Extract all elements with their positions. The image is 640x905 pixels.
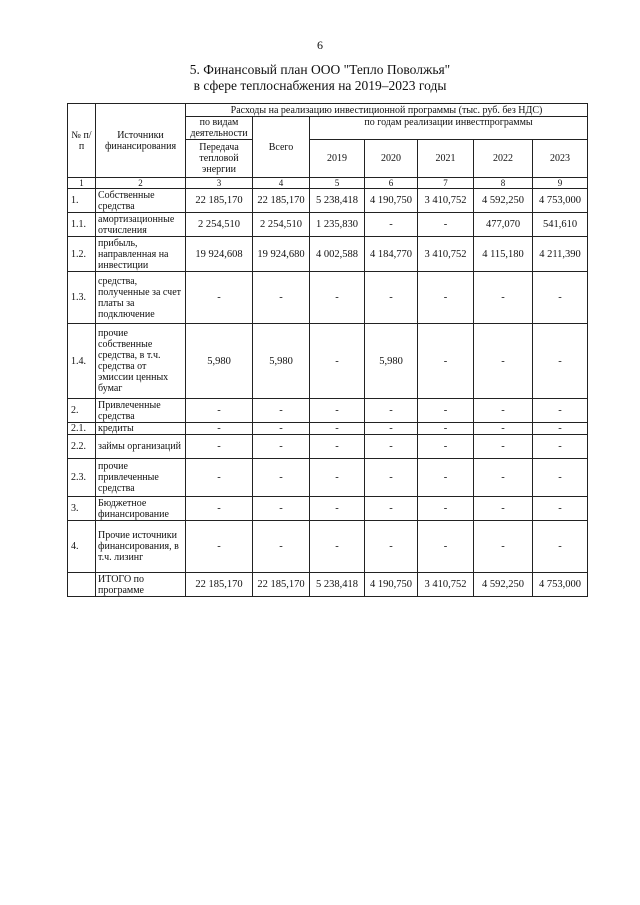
cell-2023: 4 211,390 [533, 237, 588, 272]
col-number: 1 [68, 178, 96, 189]
cell-2021: - [418, 459, 474, 497]
cell-2022: - [474, 435, 533, 459]
header-by-years: по годам реализации инвестпрограммы [310, 117, 588, 140]
document-title [0, 62, 640, 94]
cell-2019: - [310, 272, 365, 324]
cell-2022: - [474, 497, 533, 521]
cell-heat: - [186, 459, 253, 497]
cell-total: 5,980 [253, 324, 310, 399]
cell-2021: - [418, 324, 474, 399]
row-no [68, 573, 96, 597]
cell-total: - [253, 399, 310, 423]
cell-2020: 4 184,770 [365, 237, 418, 272]
cell-2020: - [365, 423, 418, 435]
cell-2019: - [310, 399, 365, 423]
cell-heat: - [186, 521, 253, 573]
header-year-2022: 2022 [474, 140, 533, 178]
cell-total: - [253, 521, 310, 573]
row-no: 2.1. [68, 423, 96, 435]
cell-2022: - [474, 399, 533, 423]
row-no: 3. [68, 497, 96, 521]
cell-2023: 541,610 [533, 213, 588, 237]
cell-heat: - [186, 497, 253, 521]
table-row [68, 324, 588, 399]
header-by-activity: по видам деятельности [186, 117, 253, 140]
cell-2021: 3 410,752 [418, 237, 474, 272]
row-no: 2.2. [68, 435, 96, 459]
cell-2023: 4 753,000 [533, 573, 588, 597]
cell-2023: - [533, 521, 588, 573]
cell-total: - [253, 423, 310, 435]
col-number: 2 [96, 178, 186, 189]
cell-2023: - [533, 324, 588, 399]
cell-2023: - [533, 399, 588, 423]
row-source: прибыль, направленная на инвестиции [96, 237, 186, 272]
cell-2022: 4 592,250 [474, 189, 533, 213]
table-row [68, 521, 588, 573]
cell-total: 2 254,510 [253, 213, 310, 237]
row-no: 2.3. [68, 459, 96, 497]
cell-heat: - [186, 272, 253, 324]
row-source: займы организаций [96, 435, 186, 459]
cell-2022: - [474, 459, 533, 497]
cell-heat: 22 185,170 [186, 189, 253, 213]
cell-2019: - [310, 423, 365, 435]
cell-2019: 1 235,830 [310, 213, 365, 237]
table-row [68, 497, 588, 521]
table-row [68, 213, 588, 237]
cell-2019: 5 238,418 [310, 189, 365, 213]
cell-2021: - [418, 521, 474, 573]
cell-2020: - [365, 435, 418, 459]
header-year-2021: 2021 [418, 140, 474, 178]
table-row [68, 189, 588, 213]
cell-2023: 4 753,000 [533, 189, 588, 213]
cell-heat: 5,980 [186, 324, 253, 399]
row-source: средства, полученные за счет платы за подключение [96, 272, 186, 324]
row-no: 1.3. [68, 272, 96, 324]
cell-2022: 477,070 [474, 213, 533, 237]
cell-2021: - [418, 213, 474, 237]
cell-2022: - [474, 272, 533, 324]
row-no: 1. [68, 189, 96, 213]
header-total: Всего [253, 117, 310, 178]
cell-total: 19 924,680 [253, 237, 310, 272]
cell-2019: 4 002,588 [310, 237, 365, 272]
title-line-1: 5. Финансовый план ООО "Тепло Поволжья" [189, 62, 451, 77]
cell-2021: - [418, 497, 474, 521]
cell-2022: 4 115,180 [474, 237, 533, 272]
cell-2019: - [310, 435, 365, 459]
row-source: Собственные средства [96, 189, 186, 213]
row-source: прочие привлеченные средства [96, 459, 186, 497]
col-number: 7 [418, 178, 474, 189]
table-row [68, 423, 588, 435]
col-number: 8 [474, 178, 533, 189]
header-year-2023: 2023 [533, 140, 588, 178]
row-no: 2. [68, 399, 96, 423]
cell-total: 22 185,170 [253, 573, 310, 597]
cell-2019: - [310, 324, 365, 399]
cell-heat: - [186, 423, 253, 435]
cell-total: - [253, 459, 310, 497]
cell-2022: - [474, 324, 533, 399]
row-source: прочие собственные средства, в т.ч. средства от эмиссии ценных бумаг [96, 324, 186, 399]
row-source: кредиты [96, 423, 186, 435]
cell-2021: 3 410,752 [418, 573, 474, 597]
cell-total: - [253, 497, 310, 521]
cell-total: - [253, 435, 310, 459]
col-number: 3 [186, 178, 253, 189]
cell-2021: - [418, 399, 474, 423]
cell-2020: - [365, 272, 418, 324]
cell-2022: - [474, 521, 533, 573]
col-number: 4 [253, 178, 310, 189]
cell-2023: - [533, 272, 588, 324]
table-row [68, 459, 588, 497]
cell-heat: - [186, 435, 253, 459]
cell-2019: 5 238,418 [310, 573, 365, 597]
cell-2019: - [310, 497, 365, 521]
cell-heat: 22 185,170 [186, 573, 253, 597]
cell-2020: - [365, 459, 418, 497]
col-number: 9 [533, 178, 588, 189]
header-year-2020: 2020 [365, 140, 418, 178]
row-no: 1.4. [68, 324, 96, 399]
table-row-total [68, 573, 588, 597]
row-source: Бюджетное финансирование [96, 497, 186, 521]
header-no: № п/п [68, 104, 96, 178]
cell-2020: - [365, 213, 418, 237]
cell-2019: - [310, 459, 365, 497]
cell-2023: - [533, 435, 588, 459]
cell-2020: - [365, 399, 418, 423]
cell-2022: 4 592,250 [474, 573, 533, 597]
cell-2020: 4 190,750 [365, 573, 418, 597]
header-sources: Источники финансирования [96, 104, 186, 178]
row-source: амортизационные отчисления [96, 213, 186, 237]
cell-2022: - [474, 423, 533, 435]
cell-2020: - [365, 497, 418, 521]
cell-total: 22 185,170 [253, 189, 310, 213]
table-row [68, 272, 588, 324]
cell-2023: - [533, 459, 588, 497]
cell-2021: 3 410,752 [418, 189, 474, 213]
cell-2023: - [533, 423, 588, 435]
cell-2021: - [418, 423, 474, 435]
row-source: ИТОГО по программе [96, 573, 186, 597]
cell-heat: 2 254,510 [186, 213, 253, 237]
page-number: 6 [317, 38, 323, 52]
cell-2019: - [310, 521, 365, 573]
col-number: 6 [365, 178, 418, 189]
cell-2020: 4 190,750 [365, 189, 418, 213]
cell-2023: - [533, 497, 588, 521]
row-no: 4. [68, 521, 96, 573]
table-row [68, 237, 588, 272]
row-source: Прочие источники финансирования, в т.ч. лизинг [96, 521, 186, 573]
cell-2020: 5,980 [365, 324, 418, 399]
financial-plan-table [67, 103, 588, 597]
cell-2020: - [365, 521, 418, 573]
cell-2021: - [418, 435, 474, 459]
col-number: 5 [310, 178, 365, 189]
table-row [68, 399, 588, 423]
table-row [68, 435, 588, 459]
title-line-2: в сфере теплоснабжения на 2019–2023 годы [193, 78, 447, 93]
header-year-2019: 2019 [310, 140, 365, 178]
header-expenses: Расходы на реализацию инвестиционной программы (тыс. руб. без НДС) [186, 104, 588, 117]
cell-heat: 19 924,608 [186, 237, 253, 272]
row-source: Привлеченные средства [96, 399, 186, 423]
cell-2021: - [418, 272, 474, 324]
cell-heat: - [186, 399, 253, 423]
cell-total: - [253, 272, 310, 324]
row-no: 1.2. [68, 237, 96, 272]
row-no: 1.1. [68, 213, 96, 237]
header-heat-transfer: Передача тепловой энергии [186, 140, 253, 178]
